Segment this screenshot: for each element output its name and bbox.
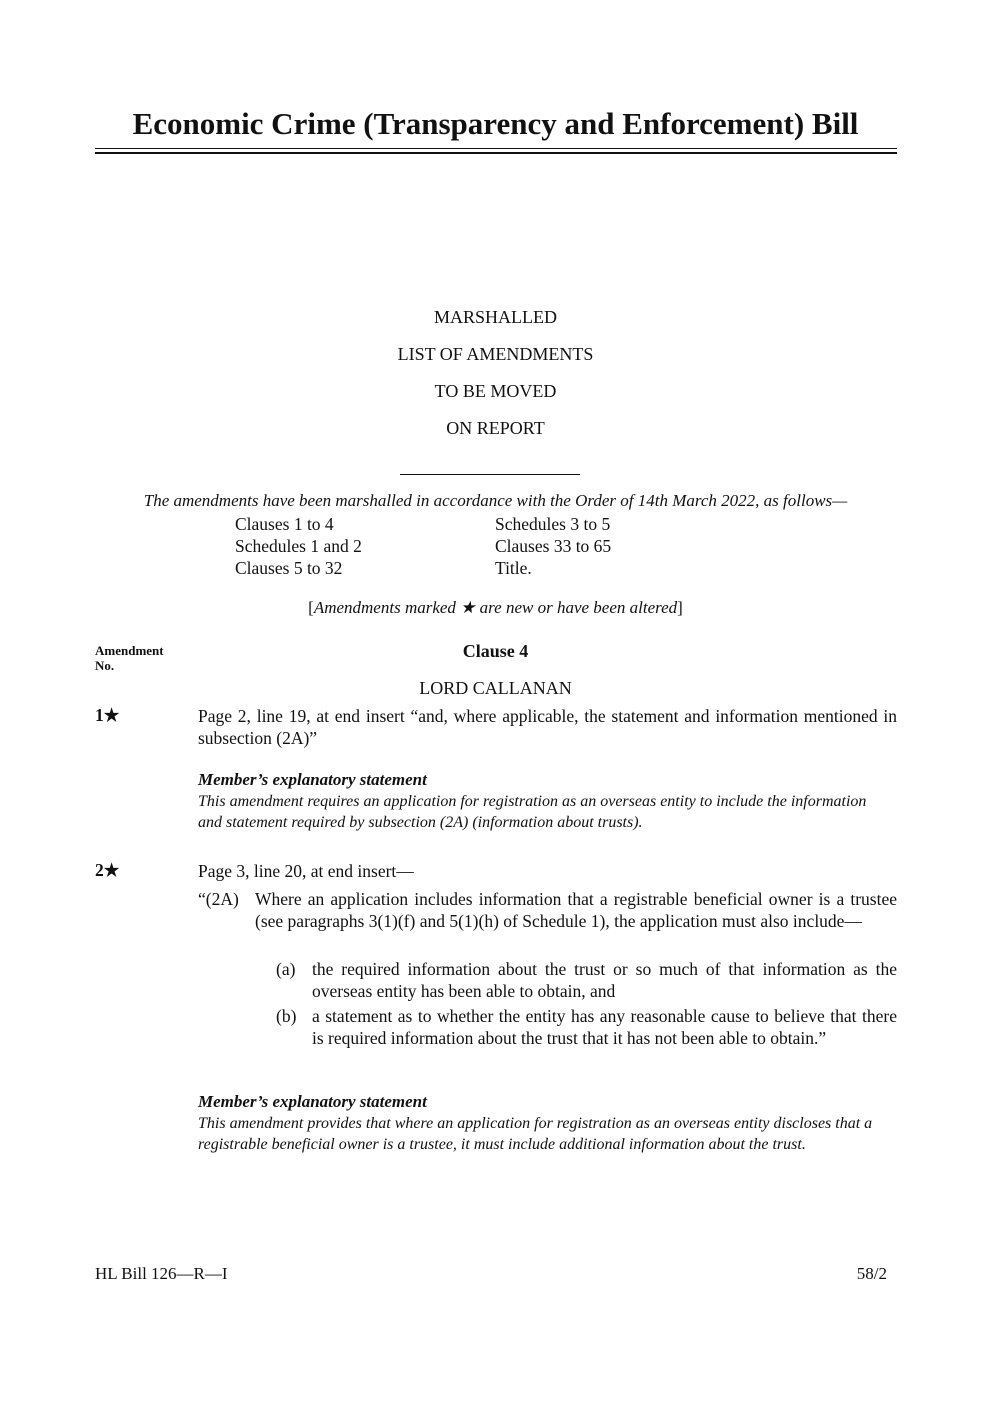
label-line: No. <box>95 658 115 673</box>
amendment-number: 2★ <box>95 860 120 880</box>
footer-bill-ref: HL Bill 126—R—I <box>95 1264 228 1283</box>
cover-line: LIST OF AMENDMENTS <box>397 344 594 364</box>
bracket: [ <box>308 598 314 617</box>
member-name: LORD CALLANAN <box>419 678 572 698</box>
order-intro: The amendments have been marshalled in accordance with the Order of 14th March 2022, as follows— <box>143 491 848 510</box>
item-text: a statement as to whether the entity has any reasonable cause to believe that there is required information about the trust that it has not been able to obtain.” <box>312 1006 897 1048</box>
footer-page-ref: 58/2 <box>856 1264 887 1283</box>
cover-line: ON REPORT <box>446 418 545 438</box>
bracket: ] <box>677 598 683 617</box>
order-item: Schedules 1 and 2 <box>235 536 362 556</box>
explanatory-heading: Member’s explanatory statement <box>198 770 427 789</box>
order-item: Schedules 3 to 5 <box>495 514 611 534</box>
bill-title: Economic Crime (Transparency and Enforcement) Bill <box>132 106 859 141</box>
amendment-number: 1★ <box>95 705 120 725</box>
item-label: (b) <box>276 1006 297 1026</box>
explanatory-heading: Member’s explanatory statement <box>198 1092 427 1111</box>
note-text: Amendments marked ★ are new or have been altered <box>313 598 678 617</box>
subsection-label: “(2A) <box>198 889 239 909</box>
title-rule-bottom <box>95 152 897 154</box>
item-label: (a) <box>276 959 296 979</box>
item-text: the required information about the trust or so much of that information as the overseas entity has been able to obtain, and <box>312 959 897 1001</box>
explanatory-text: This amendment requires an application for registration as an overseas entity to include the information and statement required by subsection (2A) (information about trusts). <box>198 793 867 831</box>
divider <box>400 474 580 475</box>
order-col-1 <box>235 513 362 579</box>
amendment-text: Page 3, line 20, at end insert— <box>198 861 414 881</box>
explanatory-text: This amendment provides that where an application for registration as an overseas entity discloses that a registrable beneficial owner is a trustee, it must include additional information about the trust. <box>198 1115 873 1153</box>
label-line: Amendment <box>95 643 164 658</box>
order-item: Clauses 5 to 32 <box>235 558 343 578</box>
cover-line: MARSHALLED <box>433 307 557 327</box>
clause-heading: Clause 4 <box>462 641 529 661</box>
altered-note <box>0 598 991 618</box>
subsection-text: Where an application includes information that a registrable beneficial owner is a trustee (see paragraphs 3(1)(f) and 5(1)(h) of Schedule 1), the application must also include— <box>255 889 897 931</box>
amendment-text: Page 2, line 19, at end insert “and, where applicable, the statement and information mentioned in subsection (2A)” <box>198 706 897 748</box>
title-rule-top <box>95 148 897 149</box>
order-item: Clauses 33 to 65 <box>495 536 612 556</box>
order-col-2 <box>495 513 611 579</box>
cover-line: TO BE MOVED <box>434 381 557 401</box>
order-item: Title. <box>495 558 532 578</box>
order-item: Clauses 1 to 4 <box>235 514 334 534</box>
